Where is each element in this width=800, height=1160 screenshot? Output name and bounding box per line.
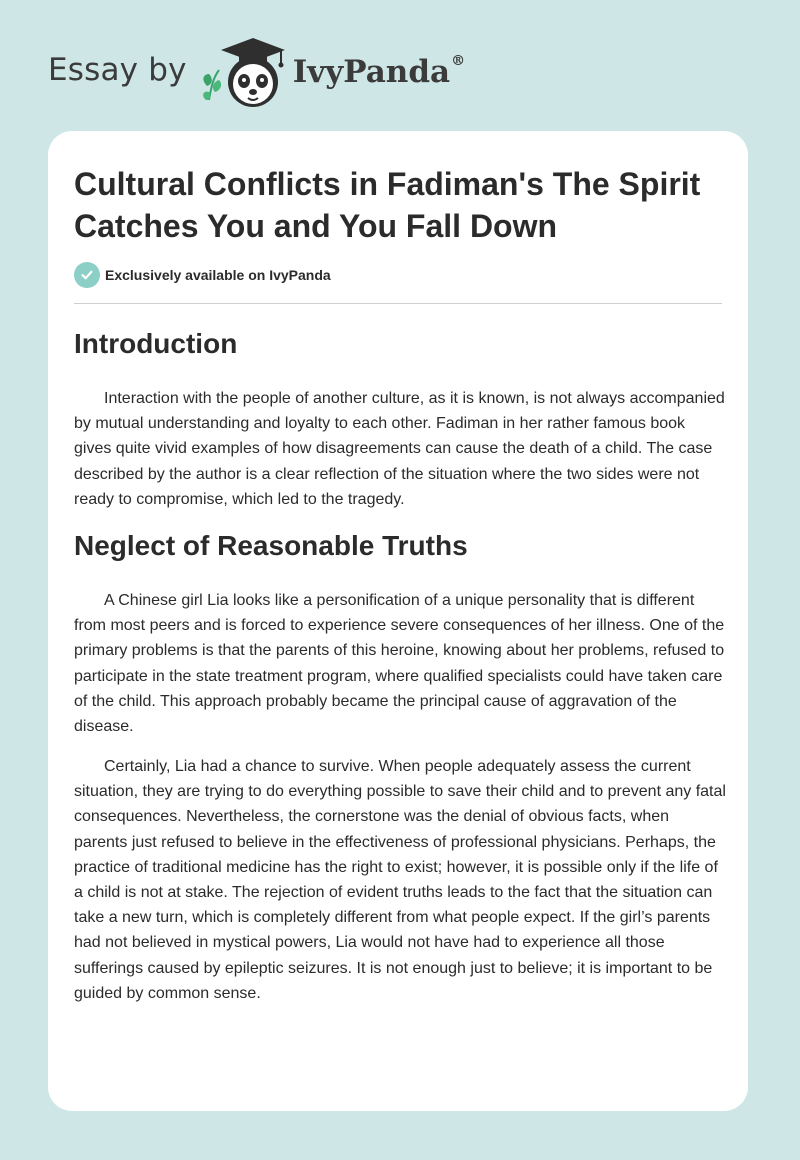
ivypanda-logo[interactable] [187,30,465,110]
checkmark-icon [74,262,100,288]
section-heading-introduction: Introduction [74,328,238,359]
essay-title: Cultural Conflicts in Fadiman's The Spirit Catches You and You Fall Down [74,166,701,244]
introduction-paragraph: Interaction with the people of another culture, as it is known, is not always accompanied by mutual understanding and loyalty to each other. Fadiman in her rather famous book gives quite vivid examples of how disagreements can cause the death of a child. The case described by the author is a clear reflection of the situation where the two sides were not ready to compromise, which led to the tragedy. [74,390,725,508]
essay-card [48,131,748,1111]
exclusive-badge-label: Exclusively available on IvyPanda [105,267,331,283]
brand-name: IvyPanda® [292,52,466,90]
section-heading-neglect: Neglect of Reasonable Truths [74,530,468,561]
exclusive-badge [74,262,331,288]
registered-mark: ® [451,52,466,69]
panda-graduate-logo-icon [199,30,291,110]
essay-by-label: Essay by [48,52,187,88]
site-header [48,30,465,110]
neglect-paragraph-2: Certainly, Lia had a chance to survive. When people adequately assess the current situation, they are trying to do everything possible to save their child and to prevent any fatal consequences. Nevertheless, the cornerstone was the denial of obvious facts, when parents just refused to believe in the effectiveness of professional physicians. Perhaps, the practice of traditional medicine has the right to exist; however, it is possible only if the life of a child is not at stake. The rejection of evident truths leads to the fact that the situation can take a new turn, which is completely different from what people expect. If the girl’s parents had not believed in mystical powers, Lia would not have had to experience all those sufferings caused by epileptic seizures. It is not enough just to believe; it is important to be guided by common sense. [74,758,726,1002]
divider [74,303,722,304]
neglect-paragraph-1: A Chinese girl Lia looks like a personification of a unique personality that is different from most peers and is forced to experience severe consequences of her illness. One of the primary problems is that the parents of this heroine, knowing about her problems, refused to participate in the state treatment program, where qualified specialists could have taken care of the child. This approach probably became the principal cause of aggravation of the disease. [74,592,725,736]
